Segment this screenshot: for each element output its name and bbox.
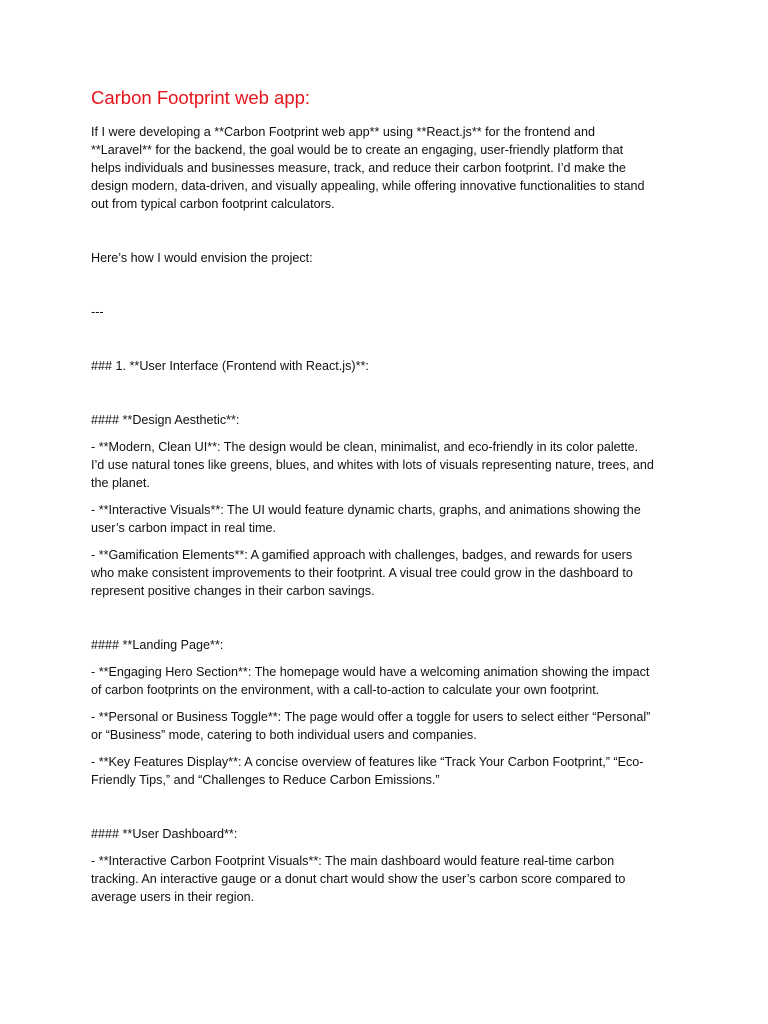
landing-page-heading: #### **Landing Page**: — [91, 638, 224, 652]
envision-paragraph: Here’s how I would envision the project: — [91, 251, 313, 265]
section-1-heading: ### 1. **User Interface (Frontend with React.js)**: — [91, 359, 369, 373]
spacer — [91, 744, 681, 753]
spacer — [91, 537, 681, 546]
spacer — [91, 789, 681, 825]
list-item: - **Interactive Carbon Footprint Visuals**: The main dashboard would feature real-time carbon tracking. An interactive gauge or a donut chart would show the user’s carbon score compared to average users in their region. — [91, 854, 626, 904]
spacer — [91, 267, 681, 303]
list-item: - **Interactive Visuals**: The UI would feature dynamic charts, graphs, and animations showing the user’s carbon impact in real time. — [91, 503, 641, 535]
list-item: - **Modern, Clean UI**: The design would be clean, minimalist, and eco-friendly in its color palette. I’d use natural tones like greens, blues, and whites with lots of visuals representing nature, trees, and the planet. — [91, 440, 654, 490]
list-item: - **Engaging Hero Section**: The homepage would have a welcoming animation showing the impact of carbon footprints on the environment, with a call-to-action to calculate your own footprint. — [91, 665, 650, 697]
spacer — [91, 321, 681, 357]
divider-text: --- — [91, 305, 104, 319]
spacer — [91, 654, 681, 663]
list-item: - **Key Features Display**: A concise overview of features like “Track Your Carbon Footprint,” “Eco- Friendly Tips,” and “Challenges to Reduce Carbon Emissions.” — [91, 755, 644, 787]
spacer — [91, 600, 681, 636]
list-item: - **Gamification Elements**: A gamified approach with challenges, badges, and rewards for users who make consistent improvements to their footprint. A visual tree could grow in the dashboard to represent positive changes in their carbon savings. — [91, 548, 633, 598]
spacer — [91, 213, 681, 249]
user-dashboard-heading: #### **User Dashboard**: — [91, 827, 238, 841]
design-aesthetic-heading: #### **Design Aesthetic**: — [91, 413, 240, 427]
spacer — [91, 429, 681, 438]
intro-paragraph: If I were developing a **Carbon Footprint web app** using **React.js** for the frontend and **Laravel** for the backend, the goal would be to create an engaging, user-friendly platform that helps individuals and businesses measure, track, and reduce their carbon footprint. I’d make the design modern, data-driven, and visually appealing, while offering innovative functionalities to stand out from typical carbon footprint calculators. — [91, 125, 645, 211]
document-page — [91, 86, 681, 906]
spacer — [91, 699, 681, 708]
list-item: - **Personal or Business Toggle**: The page would offer a toggle for users to select either “Personal” or “Business” mode, catering to both individual users and companies. — [91, 710, 651, 742]
document-title: Carbon Footprint web app: — [91, 87, 311, 108]
spacer — [91, 492, 681, 501]
spacer — [91, 375, 681, 411]
spacer — [91, 843, 681, 852]
